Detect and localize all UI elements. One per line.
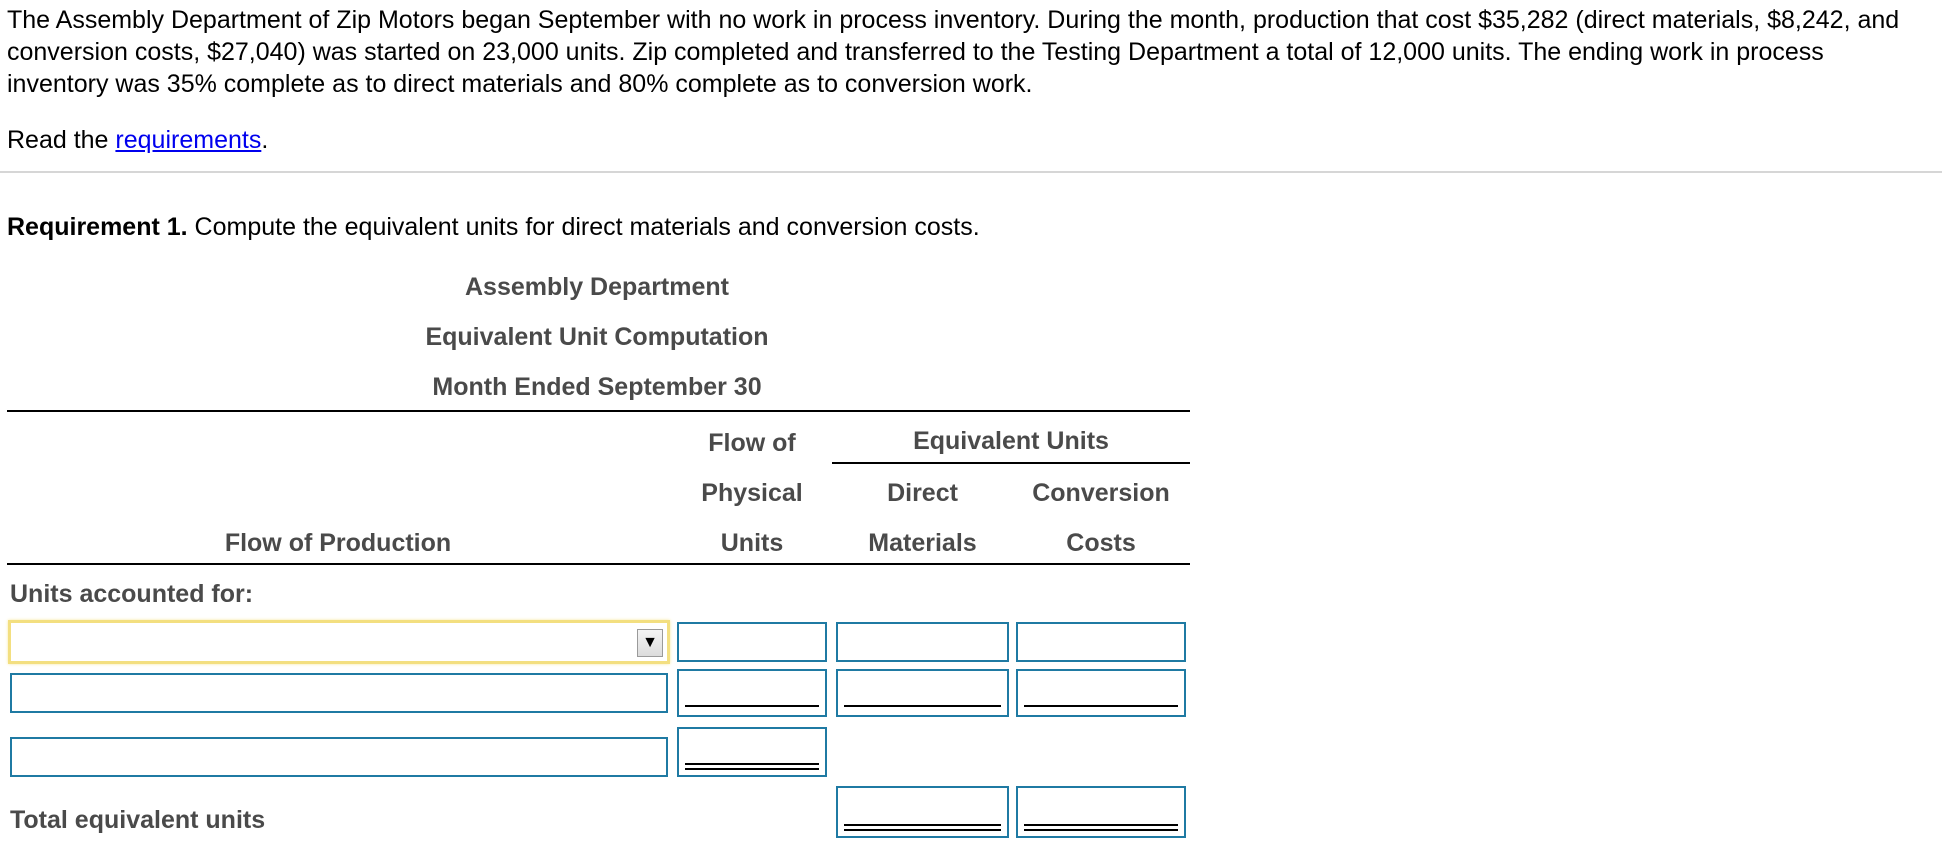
units-accounted-for-label: Units accounted for: — [10, 580, 254, 608]
requirement-text: Compute the equivalent units for direct materials and conversion costs. — [187, 213, 980, 241]
row1-physical-units-field[interactable] — [679, 624, 825, 660]
row1-direct-materials-field[interactable] — [838, 624, 1007, 660]
row1-conversion-costs-input[interactable] — [1016, 622, 1186, 662]
total-direct-materials-input[interactable] — [836, 786, 1009, 838]
total-conversion-costs-field[interactable] — [1018, 788, 1184, 836]
col-cc-line1: Conversion — [1032, 479, 1170, 507]
total-equivalent-units-label: Total equivalent units — [10, 806, 266, 834]
row2-physical-units-input[interactable] — [677, 669, 827, 717]
col-cc-line2: Costs — [1066, 529, 1136, 557]
row2-description-input[interactable] — [10, 673, 668, 713]
col-dm-line2: Materials — [868, 529, 977, 557]
row1-direct-materials-input[interactable] — [836, 622, 1009, 662]
row3-physical-units-total-field[interactable] — [679, 729, 825, 775]
schedule-title-computation: Equivalent Unit Computation — [425, 323, 769, 351]
col-flow-line2: Physical — [701, 479, 803, 507]
row2-direct-materials-field[interactable] — [838, 671, 1007, 715]
total-direct-materials-field[interactable] — [838, 788, 1007, 836]
row3-description-input[interactable] — [10, 737, 668, 777]
row2-direct-materials-input[interactable] — [836, 669, 1009, 717]
schedule-title-department: Assembly Department — [465, 273, 729, 301]
row3-physical-units-total-input[interactable] — [677, 727, 827, 777]
equivalent-units-rule — [832, 462, 1190, 464]
col-dm-line1: Direct — [887, 479, 958, 507]
title-rule — [7, 410, 1190, 412]
row2-physical-units-field[interactable] — [679, 671, 825, 715]
col-flow-line3: Units — [720, 529, 784, 557]
requirement-1 — [7, 211, 980, 243]
schedule-title-period: Month Ended September 30 — [432, 373, 762, 401]
section-divider — [0, 171, 1942, 173]
row2-conversion-costs-field[interactable] — [1018, 671, 1184, 715]
total-conversion-costs-input[interactable] — [1016, 786, 1186, 838]
read-suffix: . — [261, 126, 269, 154]
row2-description-field[interactable] — [12, 675, 666, 711]
requirements-link[interactable]: requirements — [115, 126, 262, 154]
col-flow-line1: Flow of — [708, 429, 796, 457]
chevron-down-icon[interactable]: ▼ — [637, 629, 663, 657]
row3-description-field[interactable] — [12, 739, 666, 775]
read-requirements-line — [7, 124, 268, 156]
requirement-label: Requirement 1. — [7, 213, 188, 241]
row1-description-dropdown[interactable] — [8, 620, 670, 664]
row1-conversion-costs-field[interactable] — [1018, 624, 1184, 660]
header-rule — [7, 563, 1190, 565]
problem-statement: The Assembly Department of Zip Motors began September with no work in process inventory. During the month, production that cost $35,282 (direct materials, $8,242, and conversion costs, $27,040) was started on 23,000 units. Zip completed and transferred to the Testing Department a total of 12,000 units. The ending work in process inventory was 35% complete as to direct materials and 80% complete as to conversion work. — [7, 6, 1900, 98]
equivalent-units-header: Equivalent Units — [913, 427, 1109, 455]
row1-physical-units-input[interactable] — [677, 622, 827, 662]
row2-conversion-costs-input[interactable] — [1016, 669, 1186, 717]
col-flow-of-production: Flow of Production — [224, 529, 452, 557]
read-prefix: Read the — [7, 126, 116, 154]
